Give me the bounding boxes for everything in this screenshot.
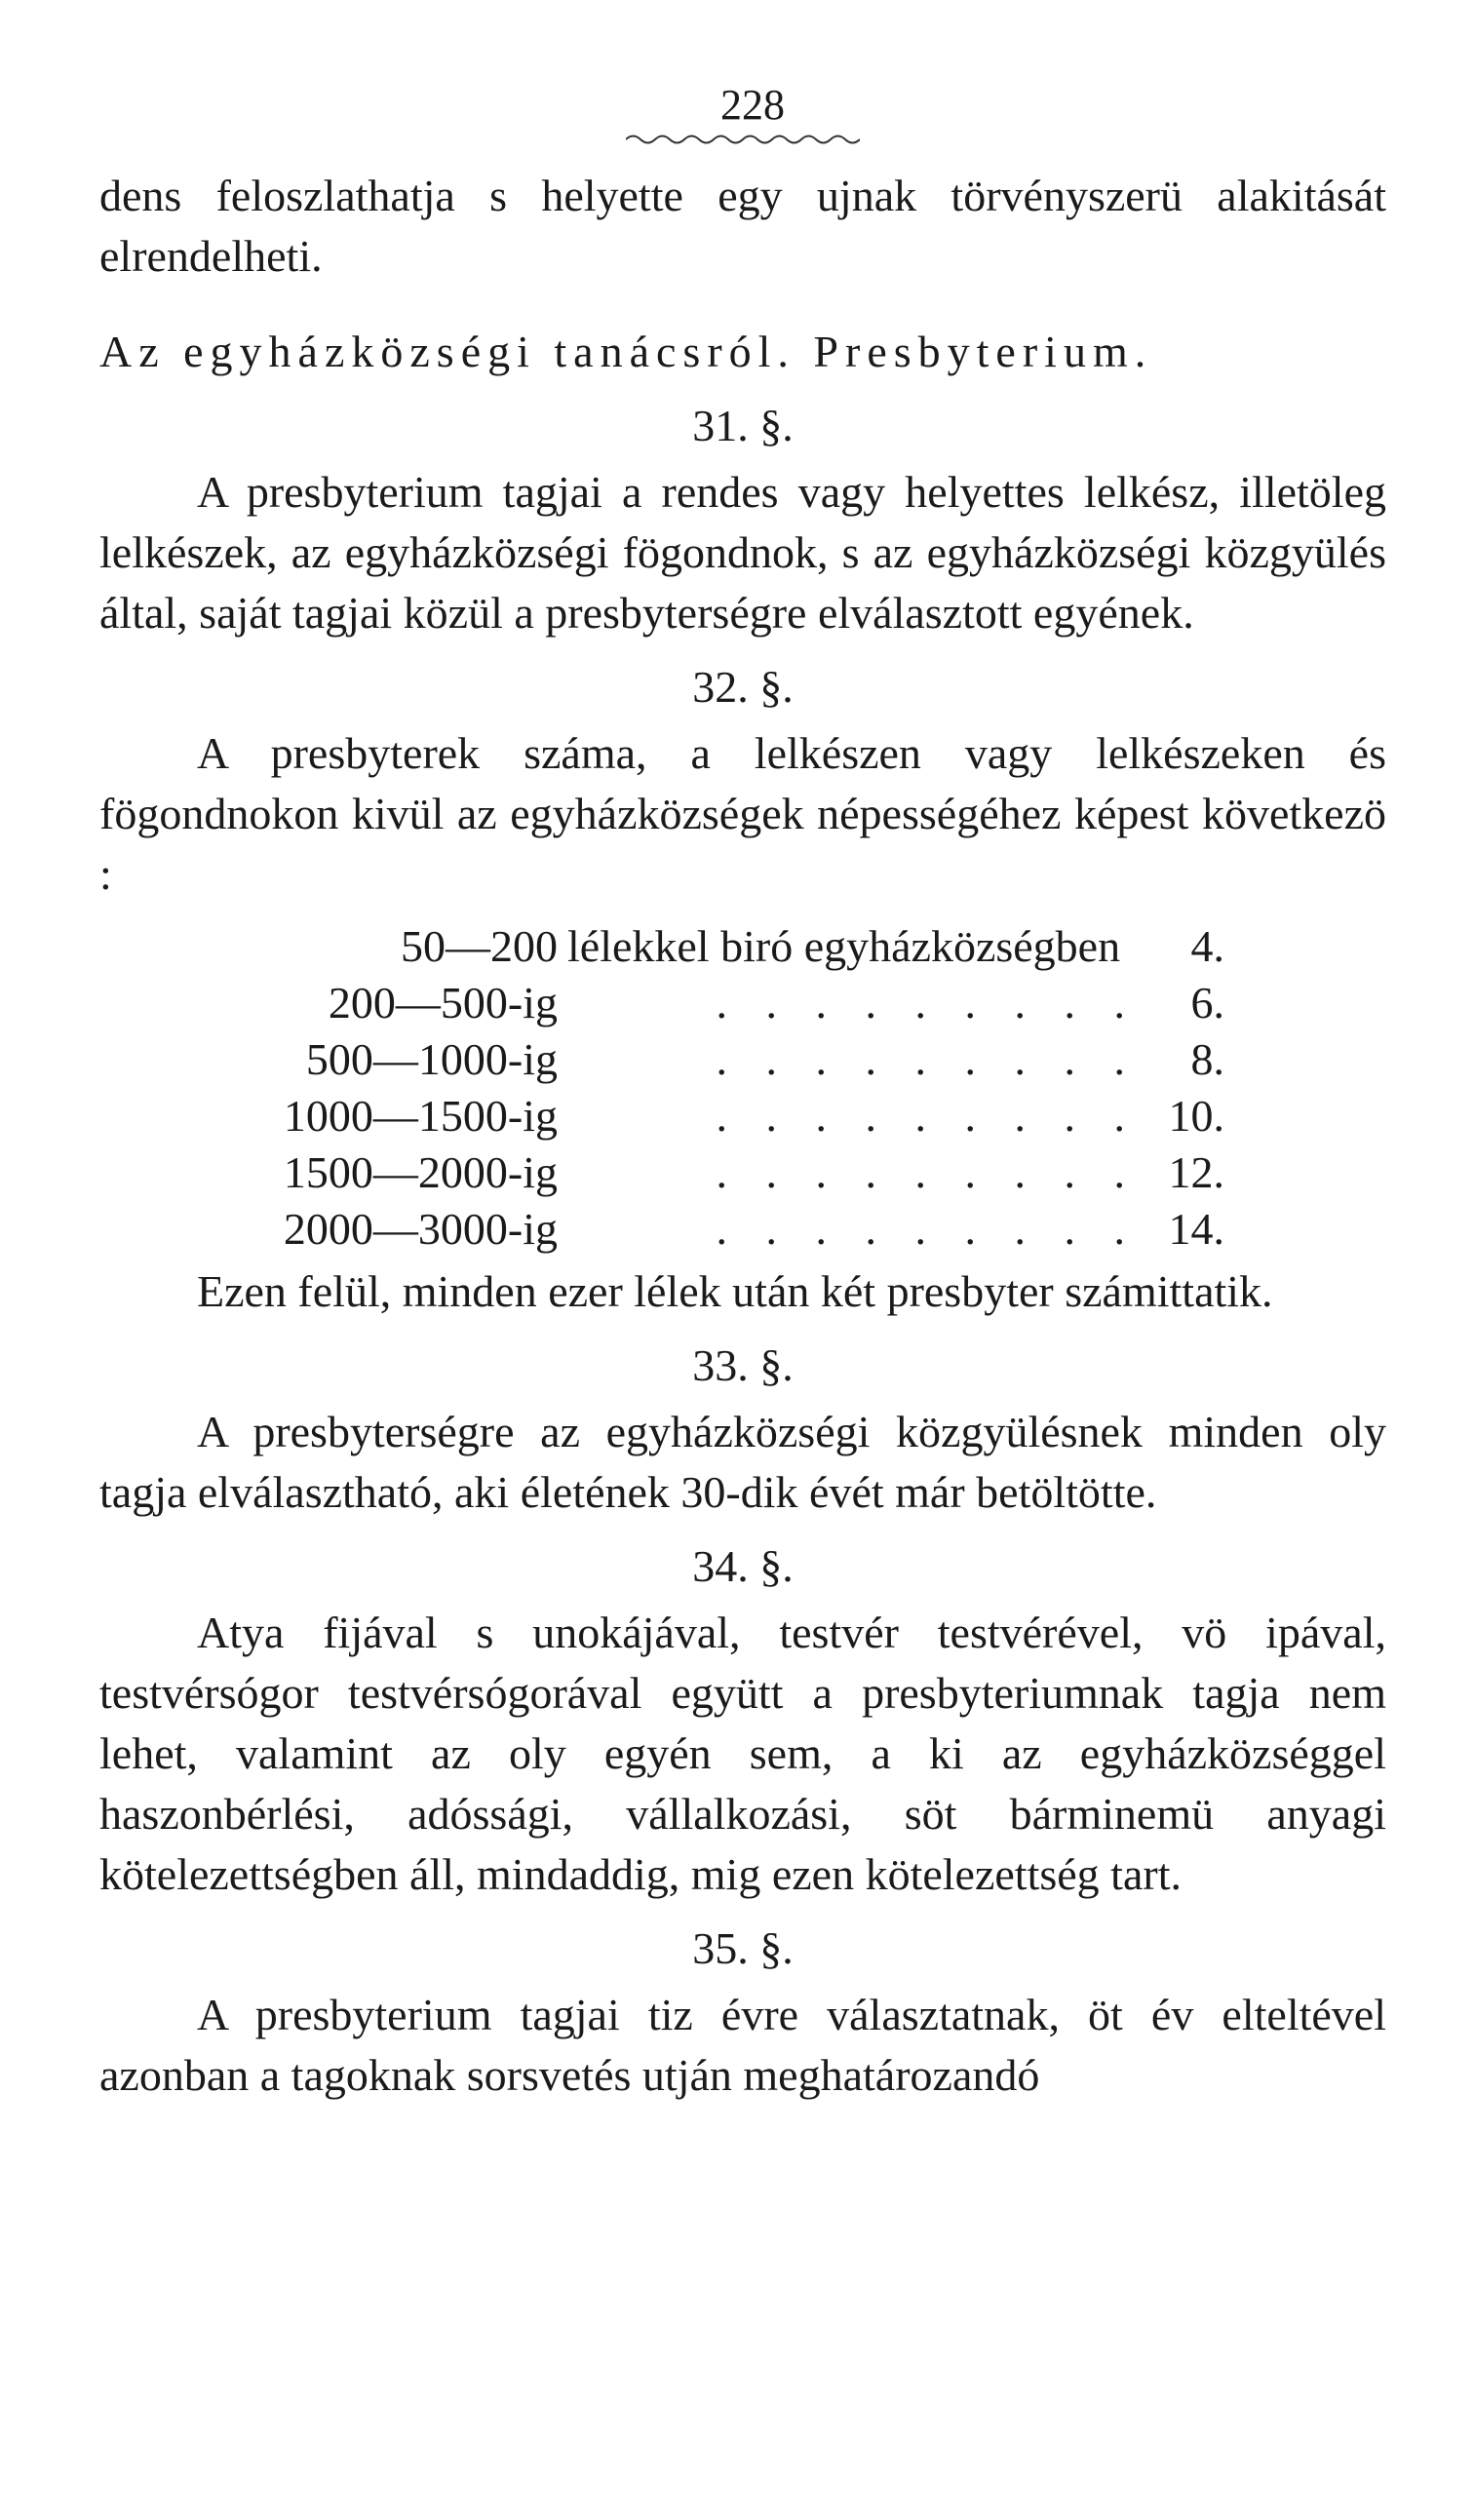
presbyter-count-table: [99, 918, 1230, 1258]
ornament-rule: [626, 133, 860, 146]
section-number: 35. §.: [692, 1923, 794, 1973]
range-cell: 1000—1500-ig: [283, 1091, 558, 1141]
intro-paragraph: dens feloszlathatja s helyette egy ujnak törvényszerü alakitását elrendelheti.: [99, 171, 1386, 281]
table-row: [99, 1088, 1230, 1144]
table-row: [99, 975, 1230, 1031]
dot-leader: . . . . . . . . .: [716, 1147, 1139, 1197]
section-text: Atya fijával s unokájával, testvér testvérével, vö ipával, testvérsógor testvérsógorával együtt a presbyteriumnak tagja nem lehet, valamint az oly egyén sem, a ki az egyházközséggel haszonbérlési, adóssági, vállalkozási, söt bárminemü anyagi kötelezettségben áll, mindaddig, mig ezen kötelezettség tart.: [99, 1608, 1386, 1899]
value-cell: 12.: [1168, 1147, 1224, 1197]
table-row: [99, 918, 1230, 975]
section-number: 32. §.: [692, 662, 794, 712]
document-page: [99, 81, 1386, 2106]
after-table-paragraph: Ezen felül, minden ezer lélek után két presbyter számittatik.: [197, 1266, 1273, 1316]
section-number: 31. §.: [692, 401, 794, 450]
dot-leader: . . . . . . . . .: [716, 1091, 1139, 1141]
value-cell: 14.: [1168, 1204, 1224, 1254]
value-cell: 10.: [1168, 1091, 1224, 1141]
section-text: A presbyterium tagjai a rendes vagy helyettes lelkész, illetöleg lelkészek, az egyházközségi fögondnok, s az egyházközségi közgyülés által, saját tagjai közül a presbyterségre elválasztott egyének.: [99, 467, 1386, 638]
section-text: A presbyterségre az egyházközségi közgyülésnek minden oly tagja elválasztható, aki életének 30-dik évét már betöltötte.: [99, 1407, 1386, 1517]
dot-leader: . . . . . . . . .: [716, 1204, 1139, 1254]
range-cell: 50—200: [401, 921, 558, 971]
range-cell: 2000—3000-ig: [283, 1204, 558, 1254]
value-cell: 6.: [1190, 978, 1224, 1027]
page-number: 228: [720, 81, 785, 129]
value-cell: 4.: [1190, 921, 1224, 971]
chapter-heading: Az egyházközségi tanácsról. Presbyterium.: [99, 327, 1153, 376]
range-cell: 1500—2000-ig: [283, 1147, 558, 1197]
table-row: [99, 1144, 1230, 1201]
range-cell: 200—500-ig: [328, 978, 558, 1027]
dot-leader: . . . . . . . . .: [716, 978, 1139, 1027]
table-row: [99, 1031, 1230, 1088]
section-text: A presbyterium tagjai tiz évre választatnak, öt év elteltével azonban a tagoknak sorsvetés utján meghatározandó: [99, 1990, 1386, 2100]
dot-leader: . . . . . . . . .: [716, 1034, 1139, 1084]
label-cell: lélekkel biró egyházközségben: [567, 921, 1121, 971]
table-row: [99, 1201, 1230, 1258]
section-number: 34. §.: [692, 1541, 794, 1591]
value-cell: 8.: [1190, 1034, 1224, 1084]
range-cell: 500—1000-ig: [305, 1034, 558, 1084]
section-text: A presbyterek száma, a lelkészen vagy lelkészeken és fögondnokon kivül az egyházközségek népességéhez képest következö :: [99, 728, 1386, 899]
section-number: 33. §.: [692, 1340, 794, 1390]
